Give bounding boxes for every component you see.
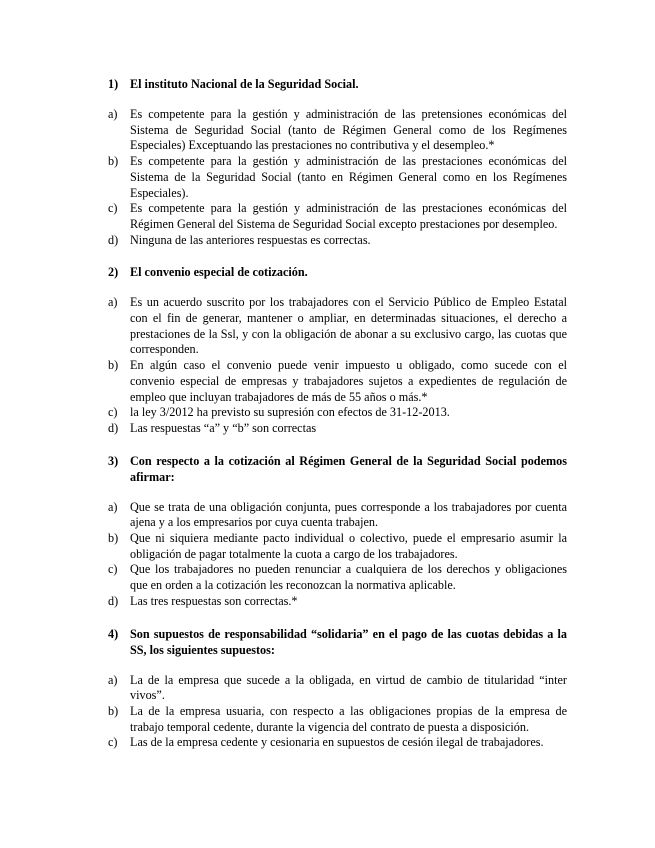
- question-number: 3): [108, 453, 119, 468]
- option-b: [108, 154, 567, 201]
- option-d: [108, 594, 567, 610]
- option-letter: d): [108, 232, 119, 247]
- option-a: [108, 107, 567, 154]
- option-b: [108, 531, 567, 562]
- option-a: [108, 295, 567, 358]
- option-text: La de la empresa que sucede a la obligada, en virtud de cambio de titularidad “inter vivos”.: [130, 672, 567, 703]
- spacer: [108, 610, 567, 626]
- option-letter: a): [108, 499, 118, 514]
- question-2: [108, 264, 567, 436]
- option-text: Que se trata de una obligación conjunta, pues corresponde a los trabajadores por cuenta ajena y a los empresarios por cuya cuenta trabajen.: [130, 499, 567, 530]
- option-letter: a): [108, 107, 118, 121]
- option-d: [108, 421, 567, 437]
- option-text: Es competente para la gestión y administración de las pretensiones económicas del Sistema de Seguridad Social (tanto de Régimen General como de los Regímenes Especiales) Exceptuando las prestaciones no contributiva y el desempleo.*: [130, 107, 567, 153]
- option-letter: d): [108, 593, 119, 608]
- question-title: [108, 264, 567, 280]
- option-text: Es competente para la gestión y administración de las prestaciones económicas del Sistema de la Seguridad Social (tanto en Régimen General como en los Regímenes Especiales).: [130, 154, 567, 200]
- option-a: [108, 500, 567, 531]
- option-letter: c): [108, 735, 118, 750]
- spacer: [108, 248, 567, 264]
- option-letter: c): [108, 201, 118, 216]
- option-letter: d): [108, 420, 119, 435]
- option-c: [108, 405, 567, 421]
- question-title: [108, 453, 567, 485]
- option-text: Las respuestas “a” y “b” son correctas: [130, 420, 317, 435]
- question-text: El convenio especial de cotización.: [130, 265, 308, 280]
- option-letter: b): [108, 154, 119, 169]
- question-title: [108, 76, 567, 92]
- option-b: [108, 358, 567, 405]
- option-letter: b): [108, 358, 119, 373]
- option-text: Es un acuerdo suscrito por los trabajadores con el Servicio Público de Empleo Estatal con el fin de generar, mantener o ampliar, en determinadas situaciones, el derecho a prestaciones de la Ssl, y con la obligación de abonar a su exclusivo cargo, las cuotas que corresponden.: [130, 295, 567, 357]
- question-number: 4): [108, 626, 119, 641]
- option-b: [108, 704, 567, 735]
- option-text: La de la empresa usuaria, con respecto a las obligaciones propias de la empresa de trabajo temporal cedente, durante la vigencia del contrato de puesta a disposición.: [130, 703, 567, 734]
- question-title: [108, 626, 567, 658]
- question-text: Son supuestos de responsabilidad “solidaria” en el pago de las cuotas debidas a la SS, los siguientes supuestos:: [130, 626, 567, 657]
- option-letter: c): [108, 562, 118, 577]
- option-text: Es competente para la gestión y administración de las prestaciones económicas del Régimen General del Sistema de Seguridad Social excepto prestaciones por desempleo.: [130, 201, 567, 231]
- option-text: En algún caso el convenio puede venir impuesto u obligado, como sucede con el convenio especial de empresas y trabajadores sujetos a expedientes de regulación de empleo que incluyan trabajadores de más de 55 años o más.*: [130, 358, 567, 404]
- question-4: [108, 626, 567, 752]
- question-1: [108, 76, 567, 248]
- option-c: [108, 201, 567, 232]
- option-letter: b): [108, 531, 119, 546]
- option-letter: a): [108, 672, 118, 687]
- option-text: Las de la empresa cedente y cesionaria en supuestos de cesión ilegal de trabajadores.: [130, 735, 544, 750]
- option-text: Que los trabajadores no pueden renunciar a cualquiera de los derechos y obligaciones que en orden a la cotización les reconozcan la normativa aplicable.: [130, 562, 567, 593]
- question-3: [108, 453, 567, 610]
- option-text: Que ni siquiera mediante pacto individual o colectivo, puede el empresario asumir la obligación de pagar totalmente la cuota a cargo de los trabajadores.: [130, 531, 567, 561]
- option-text: Las tres respuestas son correctas.*: [130, 593, 298, 608]
- option-letter: c): [108, 405, 118, 420]
- question-number: 2): [108, 265, 119, 280]
- option-letter: a): [108, 295, 118, 310]
- option-a: [108, 673, 567, 704]
- question-text: El instituto Nacional de la Seguridad Social.: [130, 77, 359, 91]
- question-number: 1): [108, 77, 119, 91]
- question-text: Con respecto a la cotización al Régimen General de la Seguridad Social podemos afirmar:: [130, 453, 567, 484]
- option-d: [108, 233, 567, 249]
- option-text: Ninguna de las anteriores respuestas es correctas.: [130, 232, 371, 247]
- option-letter: b): [108, 703, 119, 718]
- option-c: [108, 735, 567, 751]
- option-text: la ley 3/2012 ha previsto su supresión con efectos de 31-12-2013.: [130, 405, 450, 420]
- spacer: [108, 437, 567, 453]
- option-c: [108, 562, 567, 593]
